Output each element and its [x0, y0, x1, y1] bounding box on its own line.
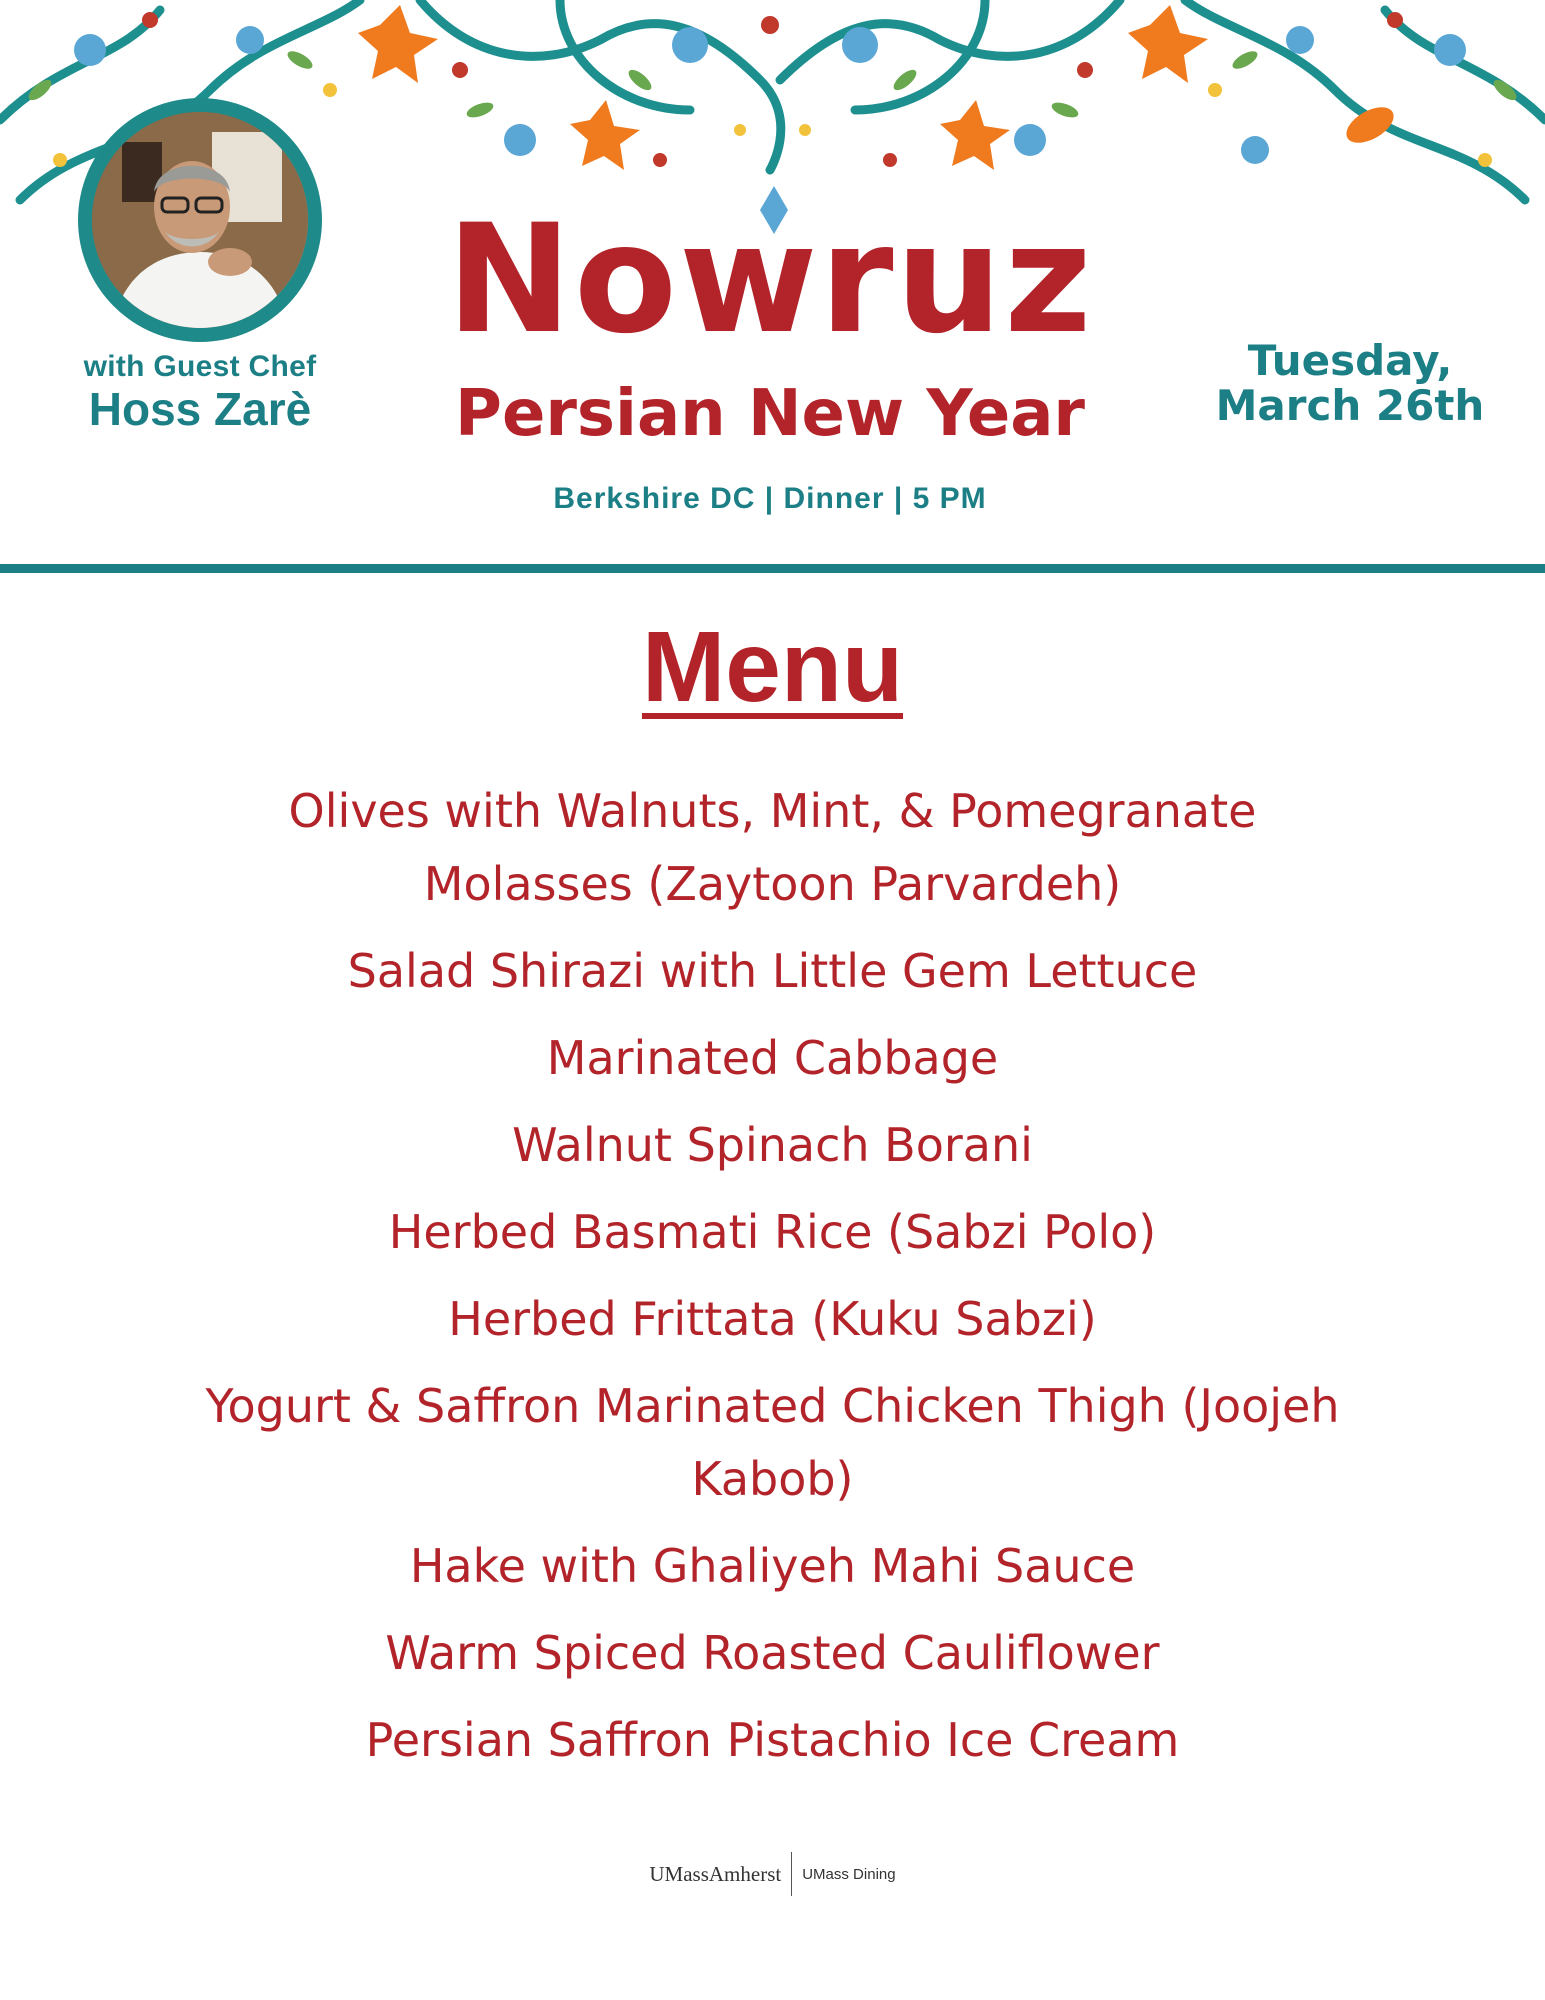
menu-heading — [0, 611, 1545, 723]
event-date-month: March 26th — [1215, 381, 1485, 431]
header-divider — [0, 564, 1545, 573]
menu-item: Warm Spiced Roasted Cauliflower — [385, 1626, 1160, 1680]
event-date — [1190, 338, 1510, 429]
chef-portrait — [92, 112, 308, 328]
guest-chef-label: with Guest Chef — [83, 350, 317, 383]
footer-logo — [0, 1852, 1545, 1896]
menu-item: Yogurt & Saffron Marinated Chicken Thigh (Joojeh Kabob) — [205, 1379, 1340, 1506]
event-subtitle: Persian New Year — [455, 377, 1085, 451]
menu-list — [180, 775, 1365, 1791]
menu-item: Persian Saffron Pistachio Ice Cream — [365, 1713, 1180, 1767]
menu-heading-text: Menu — [641, 611, 904, 723]
umass-amherst-wordmark: UMassAmherst — [649, 1861, 782, 1886]
event-title: Nowruz — [446, 193, 1094, 367]
event-location-time: Berkshire DC | Dinner | 5 PM — [553, 482, 987, 515]
menu-item: Herbed Frittata (Kuku Sabzi) — [448, 1292, 1097, 1346]
umass-dining-label: UMass Dining — [802, 1865, 896, 1883]
guest-chef-name: Hoss Zarè — [88, 383, 312, 435]
menu-item: Salad Shirazi with Little Gem Lettuce — [347, 944, 1198, 998]
menu-item: Marinated Cabbage — [546, 1031, 999, 1085]
menu-item: Olives with Walnuts, Mint, & Pomegranate Molasses (Zaytoon Parvardeh) — [288, 784, 1257, 911]
chef-portrait-frame — [78, 98, 322, 342]
menu-item: Walnut Spinach Borani — [512, 1118, 1033, 1172]
menu-item: Hake with Ghaliyeh Mahi Sauce — [409, 1539, 1136, 1593]
footer-separator — [791, 1852, 792, 1896]
event-date-day: Tuesday, — [1247, 336, 1453, 385]
menu-item: Herbed Basmati Rice (Sabzi Polo) — [388, 1205, 1157, 1259]
